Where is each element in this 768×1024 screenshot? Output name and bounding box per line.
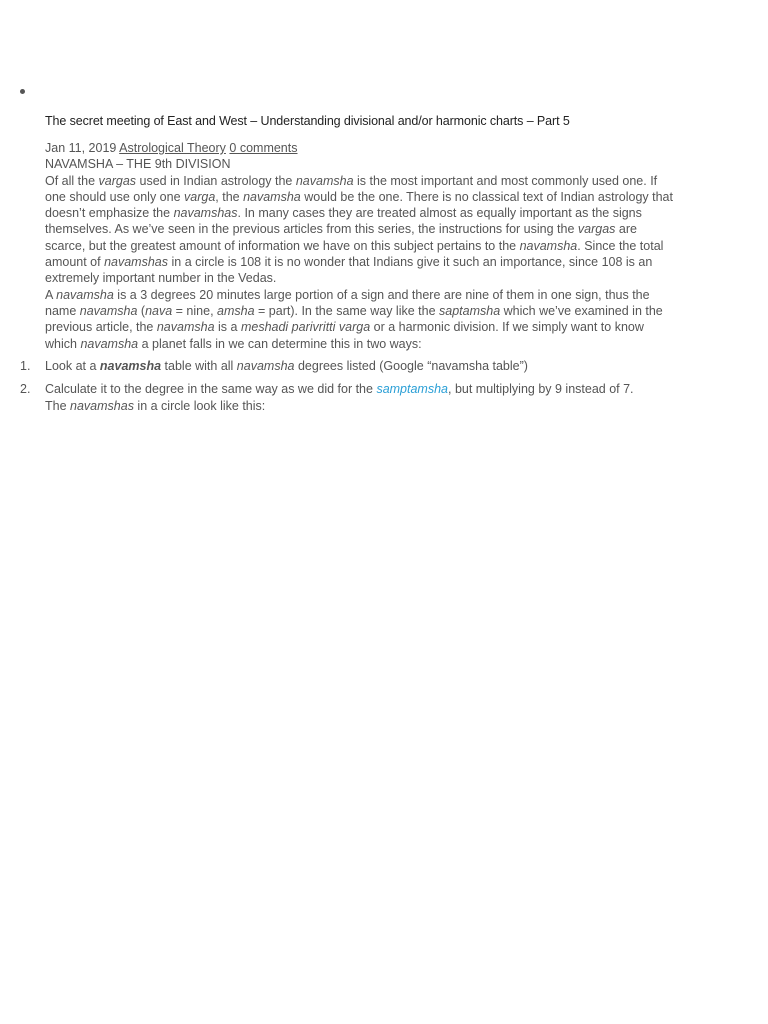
paragraph-intro: Of all the vargas used in Indian astrology the navamsha is the most important and most commonly used one. If one should use only one varga, the navamsha would be the one. There is no classical text of Indian astrology that doesn’t emphasize the navamshas. In many cases they are treated almost as equally important as the signs themselves. As we’ve seen in the previous articles from this series, the instructions for using the vargas are scarce, but the greatest amount of information we have on this subject pertains to the navamsha. Since the total amount of navamshas in a circle is 108 it is no wonder that Indians give it such an importance, since 108 is an extremely important number in the Vedas. [45, 173, 673, 286]
post-date: Jan 11, 2019 [45, 141, 117, 155]
category-link[interactable]: Astrological Theory [119, 141, 226, 155]
comments-link[interactable]: 0 comments [229, 141, 298, 155]
list-number: 1. [20, 359, 31, 373]
section-heading: NAVAMSHA – THE 9th DIVISION [45, 157, 231, 172]
article-meta [45, 140, 675, 156]
list-number: 2. [20, 382, 31, 397]
list-item: 1. Look at a navamsha table with all navamsha degrees listed (Google “navamsha table”) [20, 359, 528, 373]
method-list [0, 358, 720, 421]
article-title[interactable]: The secret meeting of East and West – Understanding divisional and/or harmonic charts – Part 5 [45, 114, 570, 128]
article-body [45, 113, 675, 352]
list-item: 2. Calculate it to the degree in the same way as we did for the samptamsha, but multiplying by 9 instead of 7. The navamshas in a circle look like this: [20, 382, 634, 413]
list-bullet [20, 89, 25, 94]
paragraph-definition: A navamsha is a 3 degrees 20 minutes large portion of a sign and there are nine of them in one sign, thus the name navamsha (nava = nine, amsha = part). In the same way like the saptamsha which we’ve examined in the previous article, the navamsha is a meshadi parivritti varga or a harmonic division. If we simply want to know which navamsha a planet falls in we can determine this in two ways: [45, 287, 663, 351]
samptamsha-link[interactable]: samptamsha [372, 382, 448, 397]
